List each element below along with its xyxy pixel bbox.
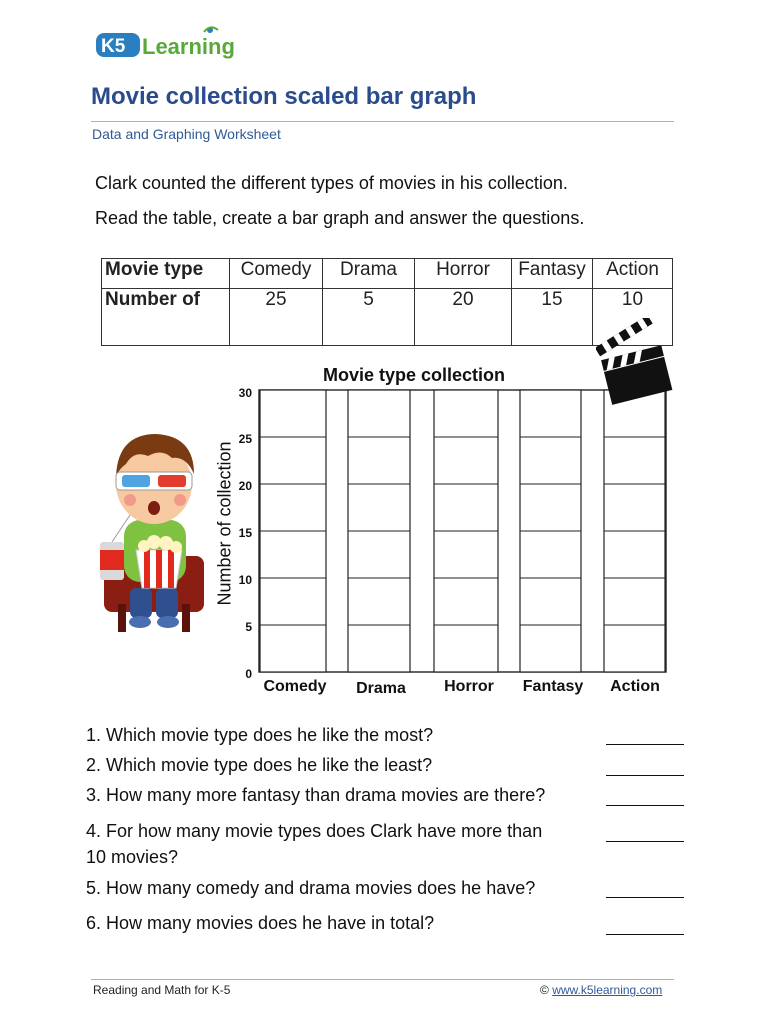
question-3: 3. How many more fantasy than drama movies are there? <box>86 785 546 805</box>
answer-blank-1[interactable] <box>606 744 684 745</box>
intro-line-1: Clark counted the different types of movies in his collection. <box>95 173 568 193</box>
y-tick-label: 0 <box>245 667 252 681</box>
question-1: 1. Which movie type does he like the most? <box>86 725 434 745</box>
y-tick-label: 15 <box>238 526 252 540</box>
table-cell-number: 20 <box>415 289 512 346</box>
movie-data-table <box>101 258 673 346</box>
y-tick-label: 25 <box>238 432 252 446</box>
chart-title: Movie type collection <box>323 365 506 385</box>
table-header-number-of: Number of <box>102 289 230 346</box>
table-cell-type: Fantasy <box>512 259 593 289</box>
empty-bar-graph-grid <box>258 388 668 678</box>
y-tick-label: 5 <box>245 620 252 634</box>
footer-divider <box>91 979 674 980</box>
svg-text:K5: K5 <box>101 36 126 57</box>
answer-blank-3[interactable] <box>606 805 684 806</box>
svg-text:Learning: Learning <box>142 34 235 59</box>
footer-website-link[interactable]: www.k5learning.com <box>552 983 663 997</box>
y-tick-label: 10 <box>238 573 252 587</box>
k5-learning-logo <box>92 24 262 64</box>
chart-y-axis-label: Number of collection <box>214 441 235 606</box>
worksheet-subtitle: Data and Graphing Worksheet <box>92 126 281 142</box>
answer-blank-2[interactable] <box>606 775 684 776</box>
answer-blank-4[interactable] <box>606 841 684 842</box>
boy-with-popcorn-illustration <box>96 428 212 636</box>
y-tick-label: 20 <box>238 479 252 493</box>
x-tick-label: Comedy <box>263 678 327 695</box>
question-5: 5. How many comedy and drama movies does he have? <box>86 878 536 898</box>
answer-blank-5[interactable] <box>606 897 684 898</box>
table-cell-number: 25 <box>230 289 323 346</box>
answer-blank-6[interactable] <box>606 934 684 935</box>
intro-line-2: Read the table, create a bar graph and answer the questions. <box>95 208 585 228</box>
y-tick-label: 30 <box>238 386 252 400</box>
bar-column-action[interactable] <box>604 390 665 672</box>
question-4: 4. For how many movie types does Clark have more than <box>86 821 543 841</box>
x-tick-label: Fantasy <box>522 678 584 695</box>
bar-column-drama[interactable] <box>348 390 410 672</box>
x-tick-label: Action <box>610 678 660 695</box>
table-cell-type: Comedy <box>230 259 323 289</box>
footer-copyright <box>540 983 662 997</box>
question-2: 2. Which movie type does he like the least? <box>86 755 433 775</box>
footer-tagline: Reading and Math for K-5 <box>93 983 231 997</box>
table-cell-number: 15 <box>512 289 593 346</box>
question-4-continued: 10 movies? <box>86 847 179 867</box>
table-cell-type: Action <box>593 259 673 289</box>
table-cell-number: 5 <box>323 289 415 346</box>
x-tick-label: Drama <box>356 680 406 697</box>
bar-column-fantasy[interactable] <box>520 390 581 672</box>
clapperboard-icon <box>596 318 674 410</box>
x-tick-label: Horror <box>444 678 494 695</box>
table-header-movie-type: Movie type <box>102 259 230 289</box>
worksheet-title: Movie collection scaled bar graph <box>91 83 477 110</box>
bar-column-horror[interactable] <box>434 390 498 672</box>
question-6: 6. How many movies does he have in total? <box>86 913 435 933</box>
header-divider <box>91 121 674 122</box>
table-cell-type: Drama <box>323 259 415 289</box>
table-cell-type: Horror <box>415 259 512 289</box>
bar-column-comedy[interactable] <box>260 390 326 672</box>
copyright-symbol: © <box>540 983 549 997</box>
table-cell-number: 10 <box>593 289 673 346</box>
